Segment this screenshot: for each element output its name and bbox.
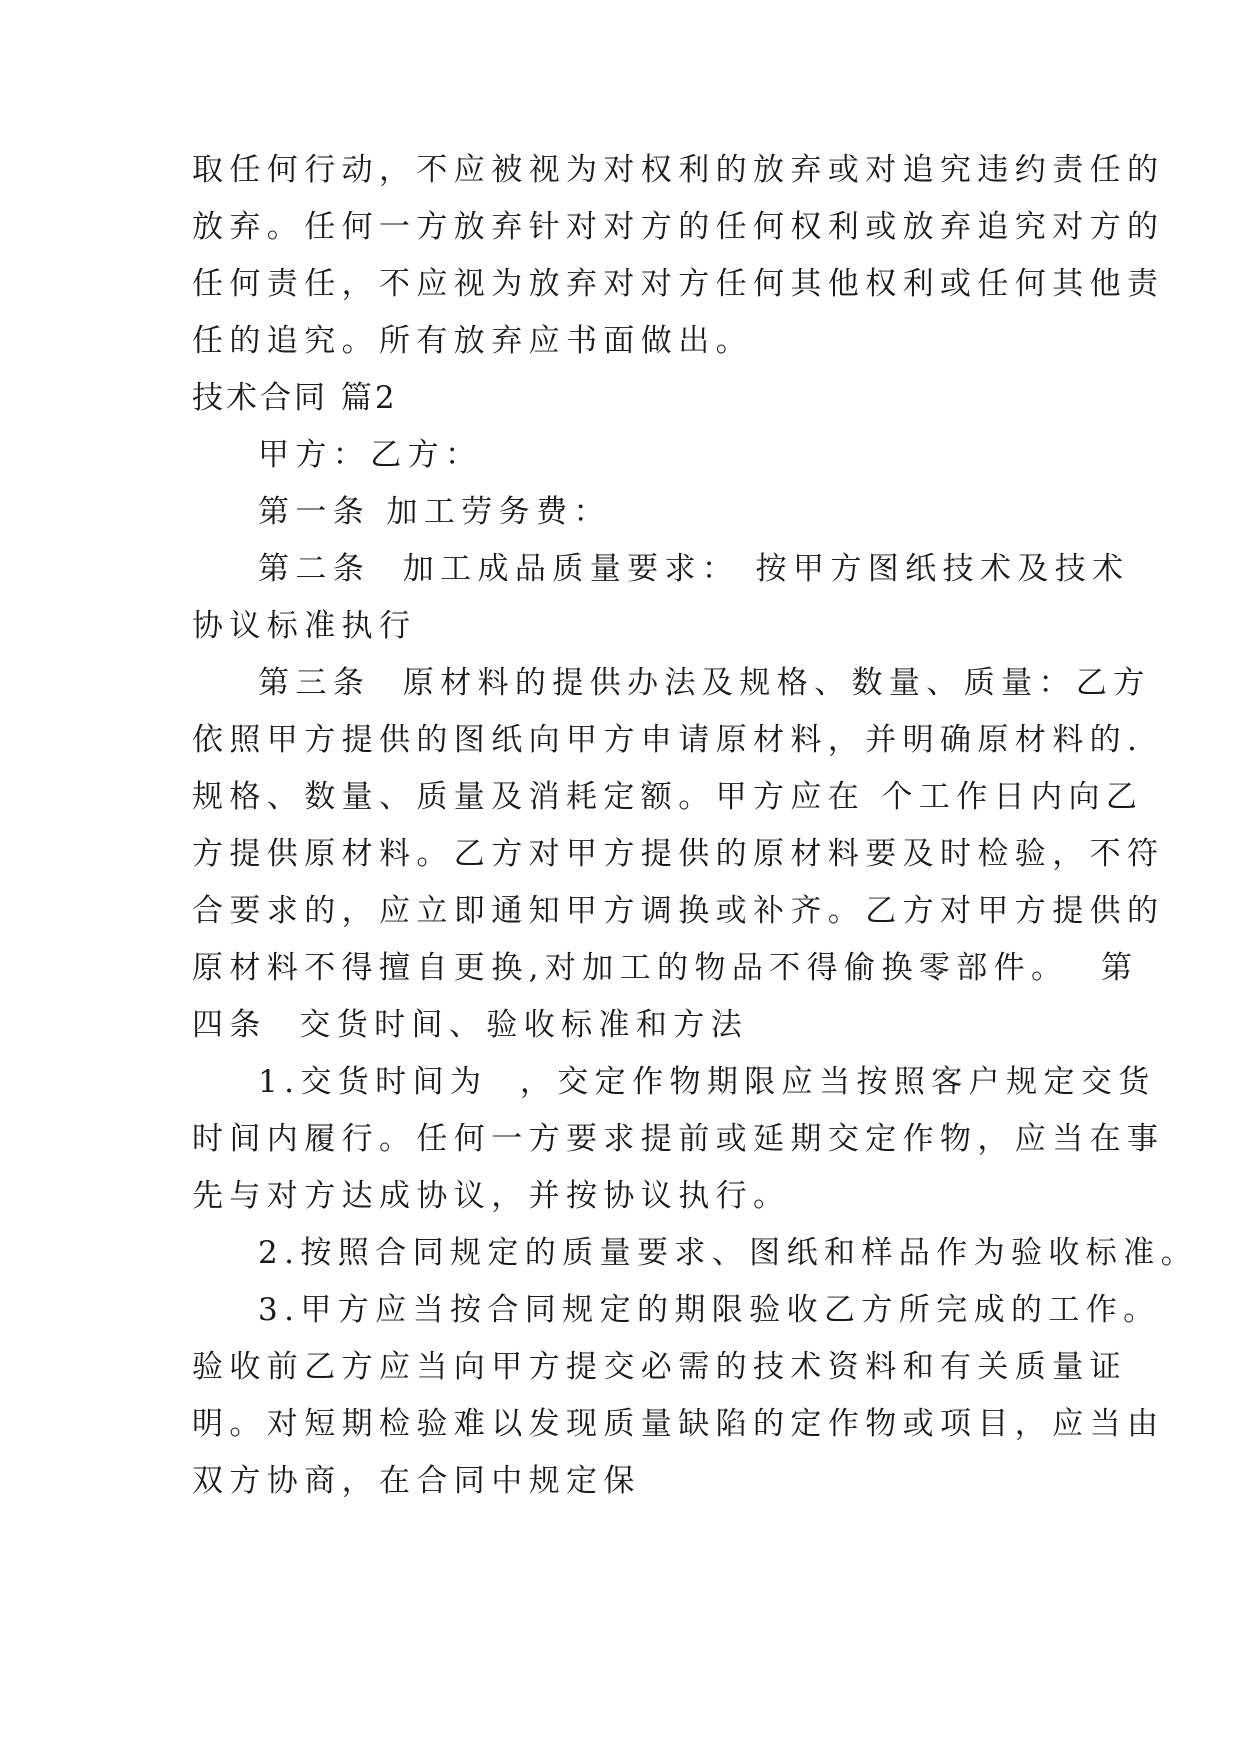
- text-line: 时间内履行。任何一方要求提前或延期交定作物，应当在事: [192, 1121, 1165, 1157]
- clause-1: 1.交货时间为 ，交定作物期限应当按照客户规定交货: [258, 1064, 1156, 1100]
- text-line: 取任何行动，不应被视为对权利的放弃或对追究违约责任的: [192, 152, 1165, 188]
- text-line: 原材料不得擅自更换,对加工的物品不得偷换零部件。 第: [192, 950, 1139, 986]
- parties-line: 甲方：乙方：: [258, 437, 483, 473]
- section-heading: 技术合同 篇2: [192, 380, 398, 416]
- text-line: 依照甲方提供的图纸向甲方申请原材料，并明确原材料的.: [192, 722, 1144, 758]
- text-line: 先与对方达成协议，并按协议执行。: [192, 1178, 791, 1214]
- article-3: 第三条 原材料的提供办法及规格、数量、质量：乙方: [258, 665, 1151, 701]
- text-line: 放弃。任何一方放弃针对对方的任何权利或放弃追究对方的: [192, 209, 1165, 245]
- text-line: 协议标准执行: [192, 608, 417, 644]
- text-line: 双方协商，在合同中规定保: [192, 1463, 641, 1499]
- text-line: 任何责任，不应视为放弃对对方任何其他权利或任何其他责: [192, 266, 1165, 302]
- article-1: 第一条 加工劳务费：: [258, 494, 611, 530]
- text-line: 明。对短期检验难以发现质量缺陷的定作物或项目，应当由: [192, 1406, 1165, 1442]
- text-line: 规格、数量、质量及消耗定额。甲方应在 个工作日内向乙: [192, 779, 1144, 815]
- clause-2: 2.按照合同规定的质量要求、图纸和样品作为验收标准。: [258, 1235, 1198, 1271]
- article-2: 第二条 加工成品质量要求： 按甲方图纸技术及技术: [258, 551, 1130, 587]
- clause-3: 3.甲方应当按合同规定的期限验收乙方所完成的工作。: [258, 1292, 1161, 1328]
- article-4: 四条 交货时间、验收标准和方法: [192, 1007, 749, 1043]
- text-line: 验收前乙方应当向甲方提交必需的技术资料和有关质量证: [192, 1349, 1127, 1385]
- text-line: 合要求的，应立即通知甲方调换或补齐。乙方对甲方提供的: [192, 893, 1165, 929]
- text-line: 任的追究。所有放弃应书面做出。: [192, 323, 753, 359]
- text-line: 方提供原材料。乙方对甲方提供的原材料要及时检验，不符: [192, 836, 1165, 872]
